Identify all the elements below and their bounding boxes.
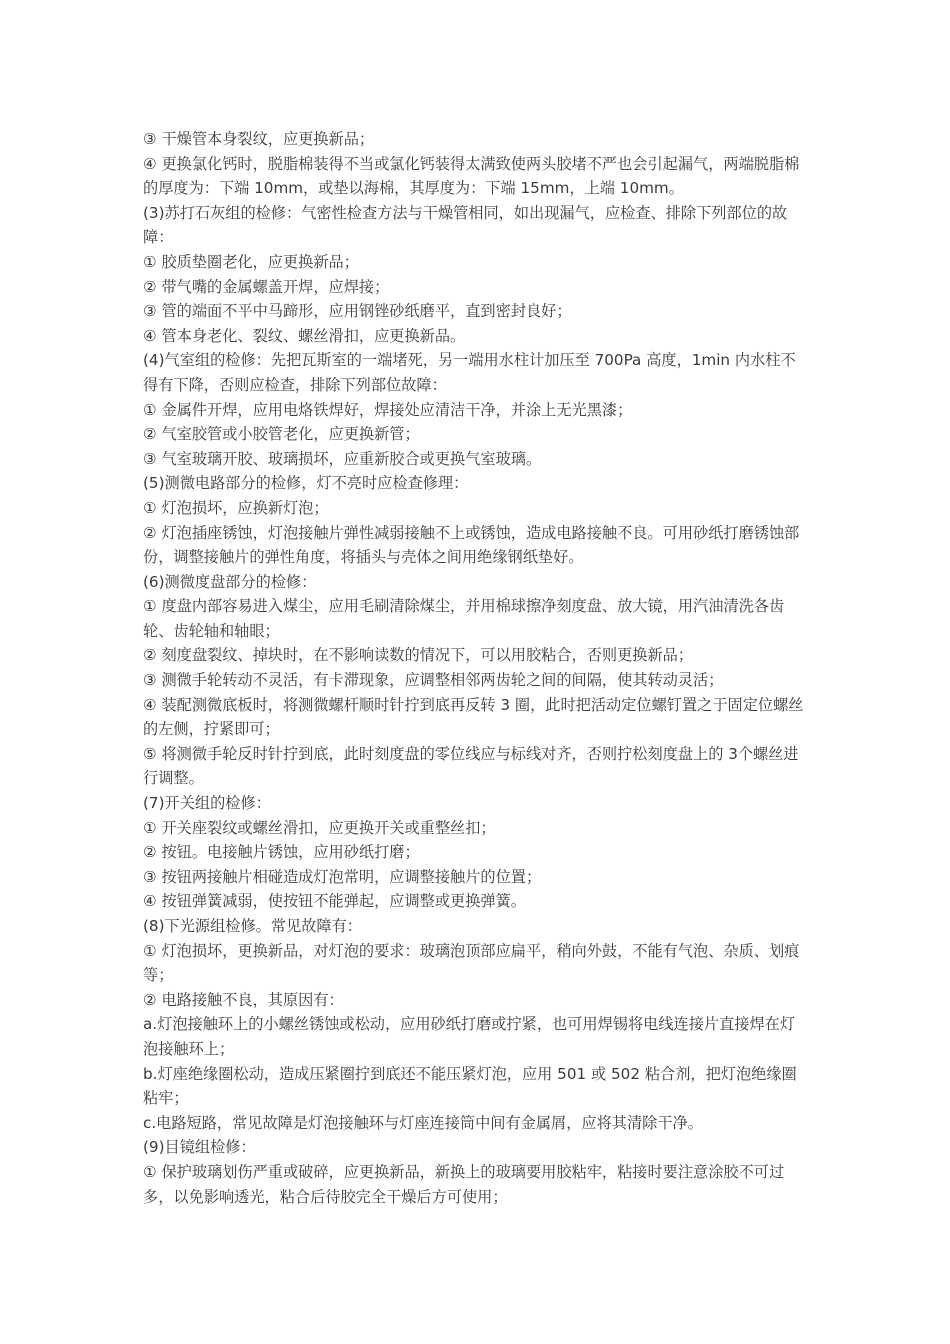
- section-heading: (8)下光源组检修。常见故障有：: [143, 917, 362, 935]
- text-line: ② 按钮。电接触片锈蚀，应用砂纸打磨；: [143, 843, 420, 862]
- text-line: ② 气室胶管或小胶管老化，应更换新管；: [143, 425, 420, 444]
- text-line: b.灯座绝缘圈松动，造成压紧圈拧到底还不能压紧灯泡，应用 501 或 502 粘合剂，把灯泡绝缘圈粘牢；: [143, 1064, 797, 1108]
- text-line: ④ 更换氯化钙时，脱脂棉装得不当或氯化钙装得太满致使两头胶堵不严也会引起漏气，两端脱脂棉的厚度为：下端 10mm，或垫以海棉，其厚度为：下端 15mm，上端 10mm。: [143, 154, 800, 198]
- text-line: ③ 气室玻璃开胶、玻璃损坏，应重新胶合或更换气室玻璃。: [143, 449, 542, 468]
- section-heading: (7)开关组的检修：: [143, 794, 271, 813]
- text-line: ① 开关座裂纹或螺丝滑扣，应更换开关或重整丝扣；: [143, 818, 496, 837]
- text-line: ④ 管本身老化、裂纹、螺丝滑扣，应更换新品。: [143, 326, 466, 345]
- document-body: [143, 127, 805, 1209]
- text-line: ① 灯泡损坏，更换新品，对灯泡的要求：玻璃泡顶部应扁平，稍向外鼓，不能有气泡、杂质、划痕等；: [143, 941, 800, 985]
- text-line: ③ 测微手轮转动不灵活，有卡滞现象，应调整相邻两齿轮之间的间隔，使其转动灵活；: [143, 671, 724, 690]
- section-heading: (3)苏打石灰组的检修：气密性检查方法与干燥管相同，如出现漏气，应检查、排除下列部位的故障：: [143, 203, 788, 247]
- text-line: ① 灯泡损坏，应换新灯泡；: [143, 498, 329, 517]
- text-line: ① 度盘内部容易进入煤尘，应用毛刷清除煤尘，并用棉球擦净刻度盘、放大镜，用汽油清洗各齿轮、齿轮轴和轴眼；: [143, 597, 785, 640]
- text-line: ② 电路接触不良，其原因有：: [143, 990, 344, 1009]
- section-heading: (9)目镜组检修：: [143, 1138, 256, 1157]
- text-line: ③ 按钮两接触片相碰造成灯泡常明，应调整接触片的位置；: [143, 867, 542, 886]
- text-line: ③ 管的端面不平中马蹄形，应用钢锉砂纸磨平，直到密封良好；: [143, 302, 572, 321]
- text-line: ② 刻度盘裂纹、掉块时，在不影响读数的情况下，可以用胶粘合，否则更换新品；: [143, 646, 694, 665]
- text-line: ④ 装配测微底板时，将测微螺杆顺时针拧到底再反转 3 圈，此时把活动定位螺钉置之于固定位螺丝的左侧，拧紧即可；: [143, 695, 804, 739]
- text-line: ④ 按钮弹簧减弱，使按钮不能弹起，应调整或更换弹簧。: [143, 892, 526, 911]
- text-line: c.电路短路，常见故障是灯泡接触环与灯座连接筒中间有金属屑，应将其清除干净。: [143, 1113, 703, 1132]
- text-line: ③ 干燥管本身裂纹，应更换新品；: [143, 130, 375, 148]
- text-line: ② 灯泡插座锈蚀，灯泡接触片弹性减弱接触不上或锈蚀，造成电路接触不良。可用砂纸打磨锈蚀部份，调整接触片的弹性角度，将插头与壳体之间用绝缘钢纸垫好。: [143, 523, 800, 567]
- section-heading: (5)测微电路部分的检修，灯不亮时应检查修理：: [143, 474, 469, 493]
- text-line: ⑤ 将测微手轮反时针拧到底，此时刻度盘的零位线应与标线对齐，否则拧松刻度盘上的 3个螺丝进行调整。: [143, 744, 799, 788]
- text-line: ② 带气嘴的金属螺盖开焊，应焊接；: [143, 277, 390, 296]
- section-heading: (6)测微度盘部分的检修：: [143, 572, 317, 591]
- text-line: a.灯泡接触环上的小螺丝锈蚀或松动，应用砂纸打磨或拧紧，也可用焊锡将电线连接片直接焊在灯泡接触环上；: [143, 1015, 796, 1058]
- text-line: ① 金属件开焊，应用电烙铁焊好，焊接处应清洁干净，并涂上无光黑漆；: [143, 400, 633, 419]
- text-line: ① 胶质垫圈老化，应更换新品；: [143, 252, 359, 271]
- text-line: ① 保护玻璃划伤严重或破碎，应更换新品，新换上的玻璃要用胶粘牢，粘接时要注意涂胶不可过多，以免影响透光，粘合后待胶完全干燥后方可使用；: [143, 1162, 785, 1206]
- section-heading: (4)气室组的检修：先把瓦斯室的一端堵死，另一端用水柱计加压至 700Pa 高度，1min 内水柱不得有下降，否则应检查，排除下列部位故障：: [143, 351, 796, 394]
